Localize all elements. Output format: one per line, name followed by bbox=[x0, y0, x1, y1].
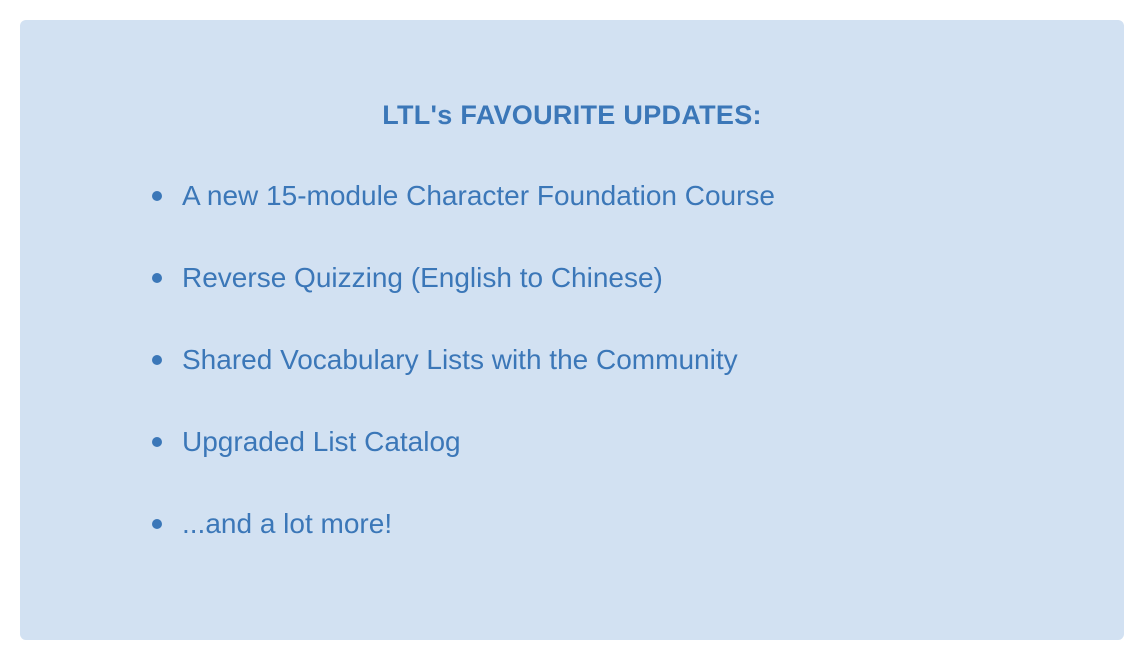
list-item bbox=[140, 343, 1124, 377]
bullet-icon bbox=[152, 273, 162, 283]
updates-callout-card bbox=[20, 20, 1124, 640]
list-item bbox=[140, 261, 1124, 295]
list-item-label: Shared Vocabulary Lists with the Community bbox=[182, 344, 738, 375]
list-item-label: Reverse Quizzing (English to Chinese) bbox=[182, 262, 663, 293]
list-item bbox=[140, 507, 1124, 541]
bullet-icon bbox=[152, 355, 162, 365]
callout-title: LTL's FAVOURITE UPDATES: bbox=[382, 100, 762, 130]
bullet-icon bbox=[152, 519, 162, 529]
bullet-icon bbox=[152, 437, 162, 447]
bullet-icon bbox=[152, 191, 162, 201]
list-item-label: Upgraded List Catalog bbox=[182, 426, 461, 457]
list-item bbox=[140, 425, 1124, 459]
list-item-label: A new 15-module Character Foundation Course bbox=[182, 180, 776, 211]
list-item-label: ...and a lot more! bbox=[182, 508, 393, 539]
list-item bbox=[140, 179, 1124, 213]
updates-list bbox=[20, 179, 1124, 541]
